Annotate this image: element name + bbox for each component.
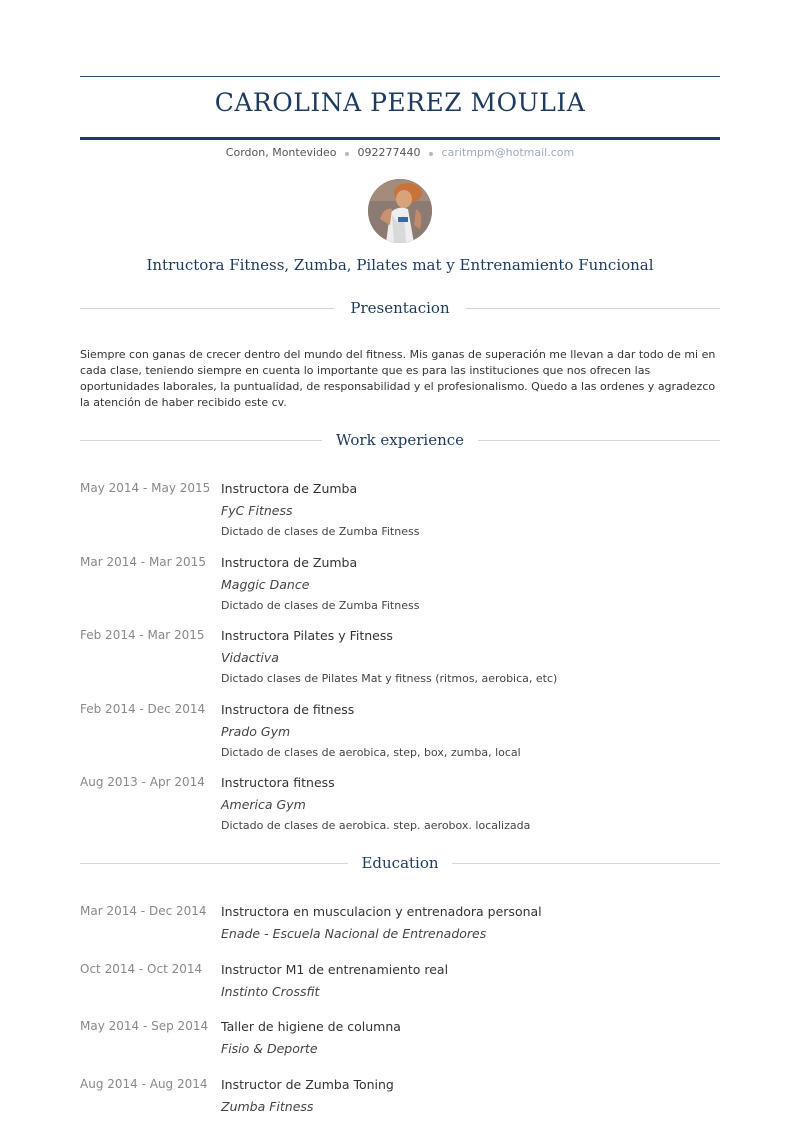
entry-organization: Vidactiva [221, 650, 279, 665]
entry-role: Taller de higiene de columna [221, 1019, 401, 1034]
entry-organization: Maggic Dance [221, 577, 310, 592]
entry-role: Instructora en musculacion y entrenadora personal [221, 904, 542, 919]
profile-photo-icon [368, 179, 432, 243]
separator-dot-icon [429, 152, 433, 156]
section-header-work [80, 429, 720, 451]
section-title-presentation: Presentacion [350, 299, 450, 317]
entry-date: Aug 2013 - Apr 2014 [80, 775, 205, 789]
entry-role: Instructora fitness [221, 775, 335, 790]
section-header-education [80, 852, 720, 874]
entry-description: Dictado clases de Pilates Mat y fitness (ritmos, aerobica, etc) [221, 672, 558, 685]
entry-date: Feb 2014 - Dec 2014 [80, 702, 206, 716]
top-rule [80, 76, 720, 77]
contact-phone: 092277440 [357, 146, 421, 159]
contact-email-link[interactable]: caritmpm@hotmail.com [441, 146, 575, 159]
entry-description: Dictado de clases de Zumba Fitness [221, 525, 420, 538]
entry-organization: America Gym [221, 797, 306, 812]
entry-organization: Fisio & Deporte [221, 1041, 318, 1056]
contact-line [80, 146, 720, 159]
entry-role: Instructora de Zumba [221, 481, 358, 496]
entry-role: Instructor M1 de entrenamiento real [221, 962, 449, 977]
section-title-education: Education [361, 854, 439, 872]
entry-role: Instructor de Zumba Toning [221, 1077, 394, 1092]
entry-date: May 2014 - May 2015 [80, 481, 211, 495]
contact-location: Cordon, Montevideo [225, 146, 337, 159]
candidate-name: CAROLINA PEREZ MOULIA [214, 88, 586, 117]
presentation-text: Siempre con ganas de crecer dentro del mundo del fitness. Mis ganas de superación me llevan a dar todo de mi en cada clase, teniendo siempre en cuenta lo importante que es para las instituciones que nos ofrecen las oportunidades laborales, la puntualidad, de responsabilidad y el profesionalismo. Quedo a las ordenes y agradezco la atención de haber recibido este cv. [80, 348, 716, 409]
name-underline [80, 137, 720, 140]
section-header-presentation [80, 297, 720, 319]
entry-date: Mar 2014 - Dec 2014 [80, 904, 207, 918]
entry-date: Aug 2014 - Aug 2014 [80, 1077, 208, 1091]
entry-date: May 2014 - Sep 2014 [80, 1019, 209, 1033]
entry-organization: Instinto Crossfit [221, 984, 320, 999]
entry-date: Mar 2014 - Mar 2015 [80, 555, 206, 569]
entry-description: Dictado de clases de aerobica, step, box, zumba, local [221, 746, 521, 759]
avatar [368, 179, 432, 243]
entry-organization: Enade - Escuela Nacional de Entrenadores [221, 926, 487, 941]
entry-role: Instructora de fitness [221, 702, 355, 717]
entry-role: Instructora de Zumba [221, 555, 358, 570]
entry-date: Oct 2014 - Oct 2014 [80, 962, 203, 976]
entry-organization: FyC Fitness [221, 503, 293, 518]
separator-dot-icon [345, 152, 349, 156]
section-divider-right [478, 440, 720, 441]
entry-date: Feb 2014 - Mar 2015 [80, 628, 205, 642]
section-title-work: Work experience [335, 431, 465, 449]
entry-organization: Zumba Fitness [221, 1099, 314, 1114]
section-divider-right [452, 863, 720, 864]
entry-description: Dictado de clases de Zumba Fitness [221, 599, 420, 612]
entry-description: Dictado de clases de aerobica. step. aerobox. localizada [221, 819, 531, 832]
entry-organization: Prado Gym [221, 724, 291, 739]
professional-headline: Intructora Fitness, Zumba, Pilates mat y Entrenamiento Funcional [146, 256, 654, 274]
section-divider-right [466, 308, 720, 309]
entry-role: Instructora Pilates y Fitness [221, 628, 393, 643]
